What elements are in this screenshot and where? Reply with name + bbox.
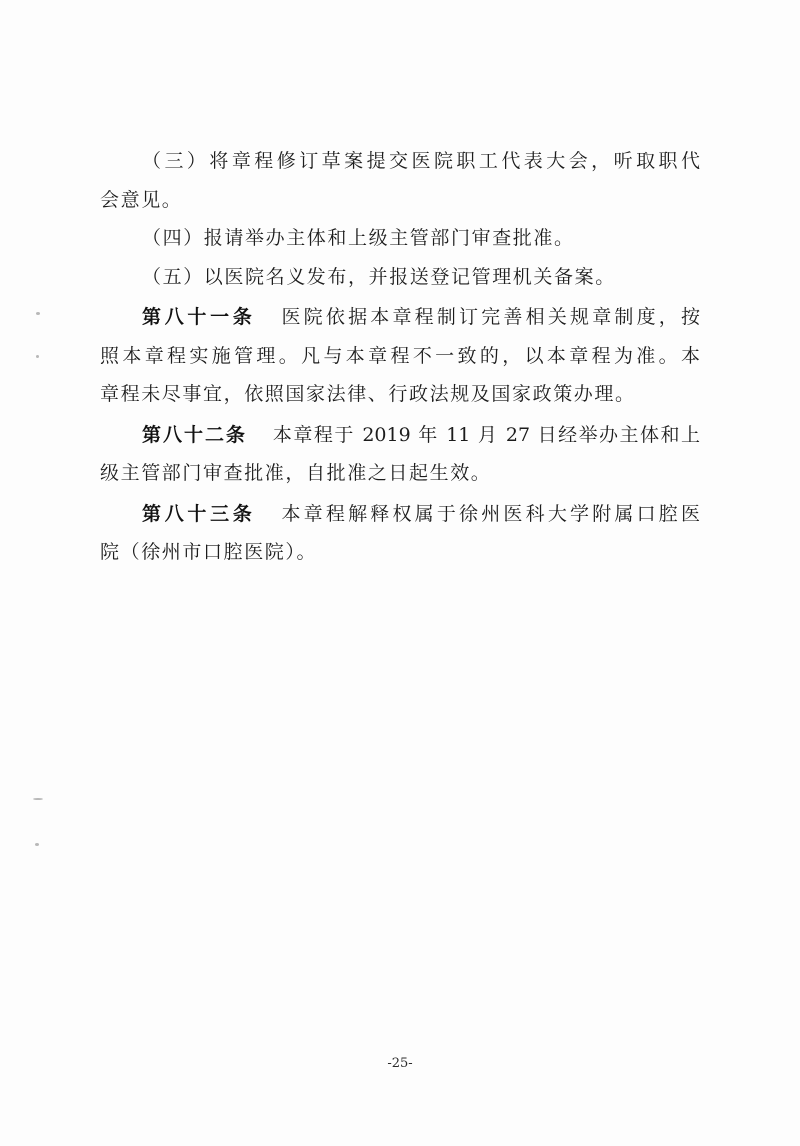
article-81 — [100, 298, 700, 414]
scan-speck — [33, 798, 43, 800]
scan-speck — [36, 355, 39, 358]
clause-5: （五）以医院名义发布，并报送登记管理机关备案。 — [142, 265, 616, 288]
article-83-line-2: 院（徐州市口腔医院）。 — [100, 541, 318, 563]
article-83 — [100, 495, 700, 572]
article-81-line-2: 照本章程实施管理。凡与本章程不一致的，以本章程为准。本 — [100, 344, 700, 367]
clause-4: （四）报请举办主体和上级主管部门审查批准。 — [142, 227, 575, 249]
page-number: -25- — [387, 1056, 413, 1071]
article-83-title: 第八十三条 — [142, 502, 256, 525]
document-body — [100, 142, 700, 572]
article-81-text: 医院依据本章程制订完善相关规章制度，按 — [281, 306, 700, 328]
scan-speck — [35, 843, 39, 846]
clause-3-line-2: 会意见。 — [100, 188, 183, 211]
article-83-text: 本章程解释权属于徐州医科大学附属口腔医 — [281, 502, 700, 525]
scan-speck — [36, 312, 40, 315]
article-82-title: 第八十二条 — [142, 423, 247, 446]
article-82-text: 本章程于 2019 年 11 月 27 日经举办主体和上 — [272, 423, 700, 446]
article-82 — [100, 416, 700, 493]
article-81-line-3: 章程未尽事宜，依照国家法律、行政法规及国家政策办理。 — [100, 383, 636, 405]
article-82-first-line — [100, 416, 700, 455]
clause-3-line-1: （三）将章程修订草案提交医院职工代表大会，听取职代 — [142, 150, 700, 172]
article-81-first-line — [100, 298, 700, 337]
article-81-title: 第八十一条 — [142, 306, 256, 328]
article-83-first-line — [100, 495, 700, 534]
article-82-line-2: 级主管部门审查批准，自批准之日起生效。 — [100, 462, 492, 484]
